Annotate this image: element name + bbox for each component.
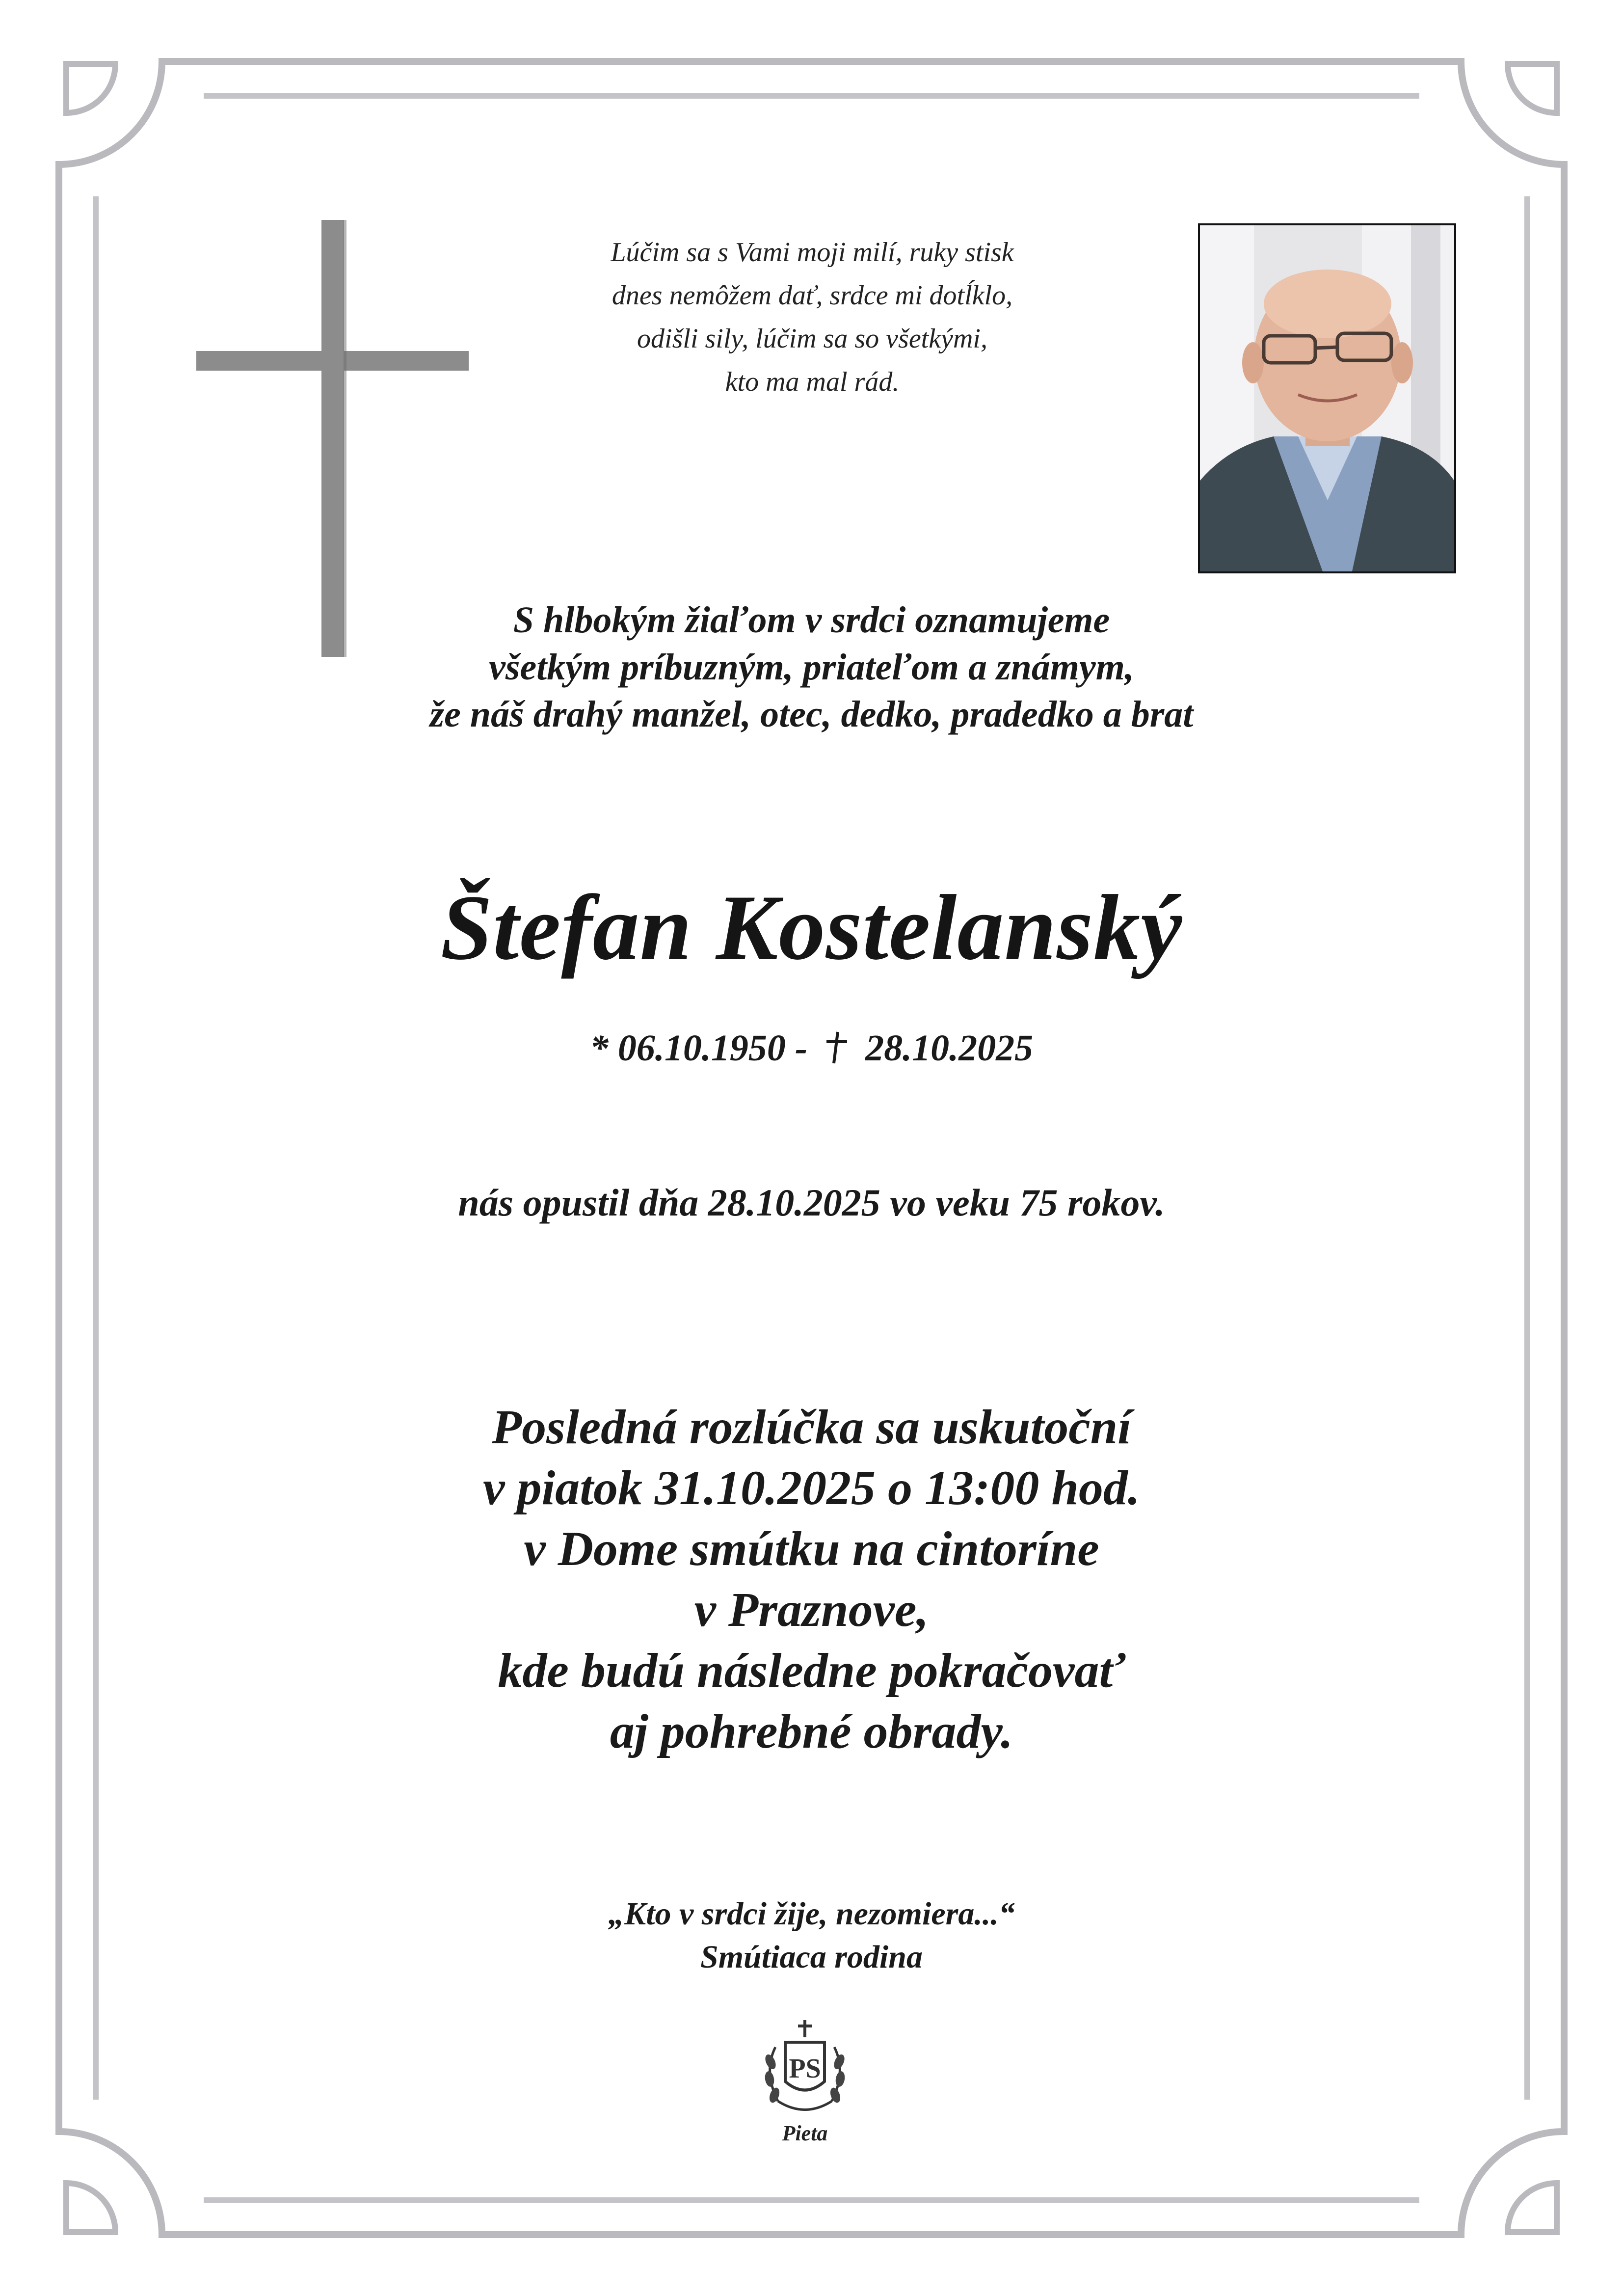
logo-monogram: PS	[789, 2053, 821, 2084]
farewell-poem	[579, 231, 1045, 404]
death-date: 28.10.2025	[865, 1027, 1034, 1069]
funeral-line: Posledná rozlúčka sa uskutoční	[491, 1400, 1132, 1454]
funeral-line: aj pohrebné obrady.	[610, 1704, 1013, 1758]
poem-line: Lúčim sa s Vami moji milí, ruky stisk	[611, 237, 1014, 268]
closing	[0, 1892, 1623, 1979]
funeral-line: v piatok 31.10.2025 o 13:00 hod.	[483, 1460, 1140, 1515]
funeral-line: kde budú následne pokračovať	[498, 1643, 1125, 1698]
funeral-line: v Praznove,	[694, 1582, 929, 1637]
poem-line: dnes nemôžem dať, srdce mi dotĺklo,	[612, 280, 1013, 311]
announcement-line: že náš drahý manžel, otec, dedko, pradedko a brat	[429, 694, 1194, 735]
deceased-name: Štefan Kostelanský	[440, 876, 1183, 979]
life-dates	[0, 1024, 1623, 1073]
logo-name: Pieta	[782, 2121, 828, 2145]
announcement-line: všetkým príbuzným, priateľom a známym,	[489, 647, 1134, 688]
small-cross-icon	[822, 1030, 851, 1064]
portrait-photo	[1198, 223, 1456, 573]
funeral-details	[0, 1397, 1623, 1762]
funeral-line: v Dome smútku na cintoríne	[524, 1521, 1099, 1576]
poem-line: odišli sily, lúčim sa so všetkými,	[637, 324, 987, 354]
announcement	[0, 596, 1623, 738]
announcement-line: S hlbokým žiaľom v srdci oznamujeme	[513, 599, 1110, 641]
death-notice: nás opustil dňa 28.10.2025 vo veku 75 rokov.	[458, 1181, 1165, 1224]
closing-signature: Smútiaca rodina	[700, 1939, 923, 1975]
birth-date: * 06.10.1950 -	[589, 1027, 808, 1069]
poem-line: kto ma mal rád.	[725, 367, 900, 397]
closing-quote: „Kto v srdci žije, nezomiera...“	[608, 1896, 1015, 1932]
